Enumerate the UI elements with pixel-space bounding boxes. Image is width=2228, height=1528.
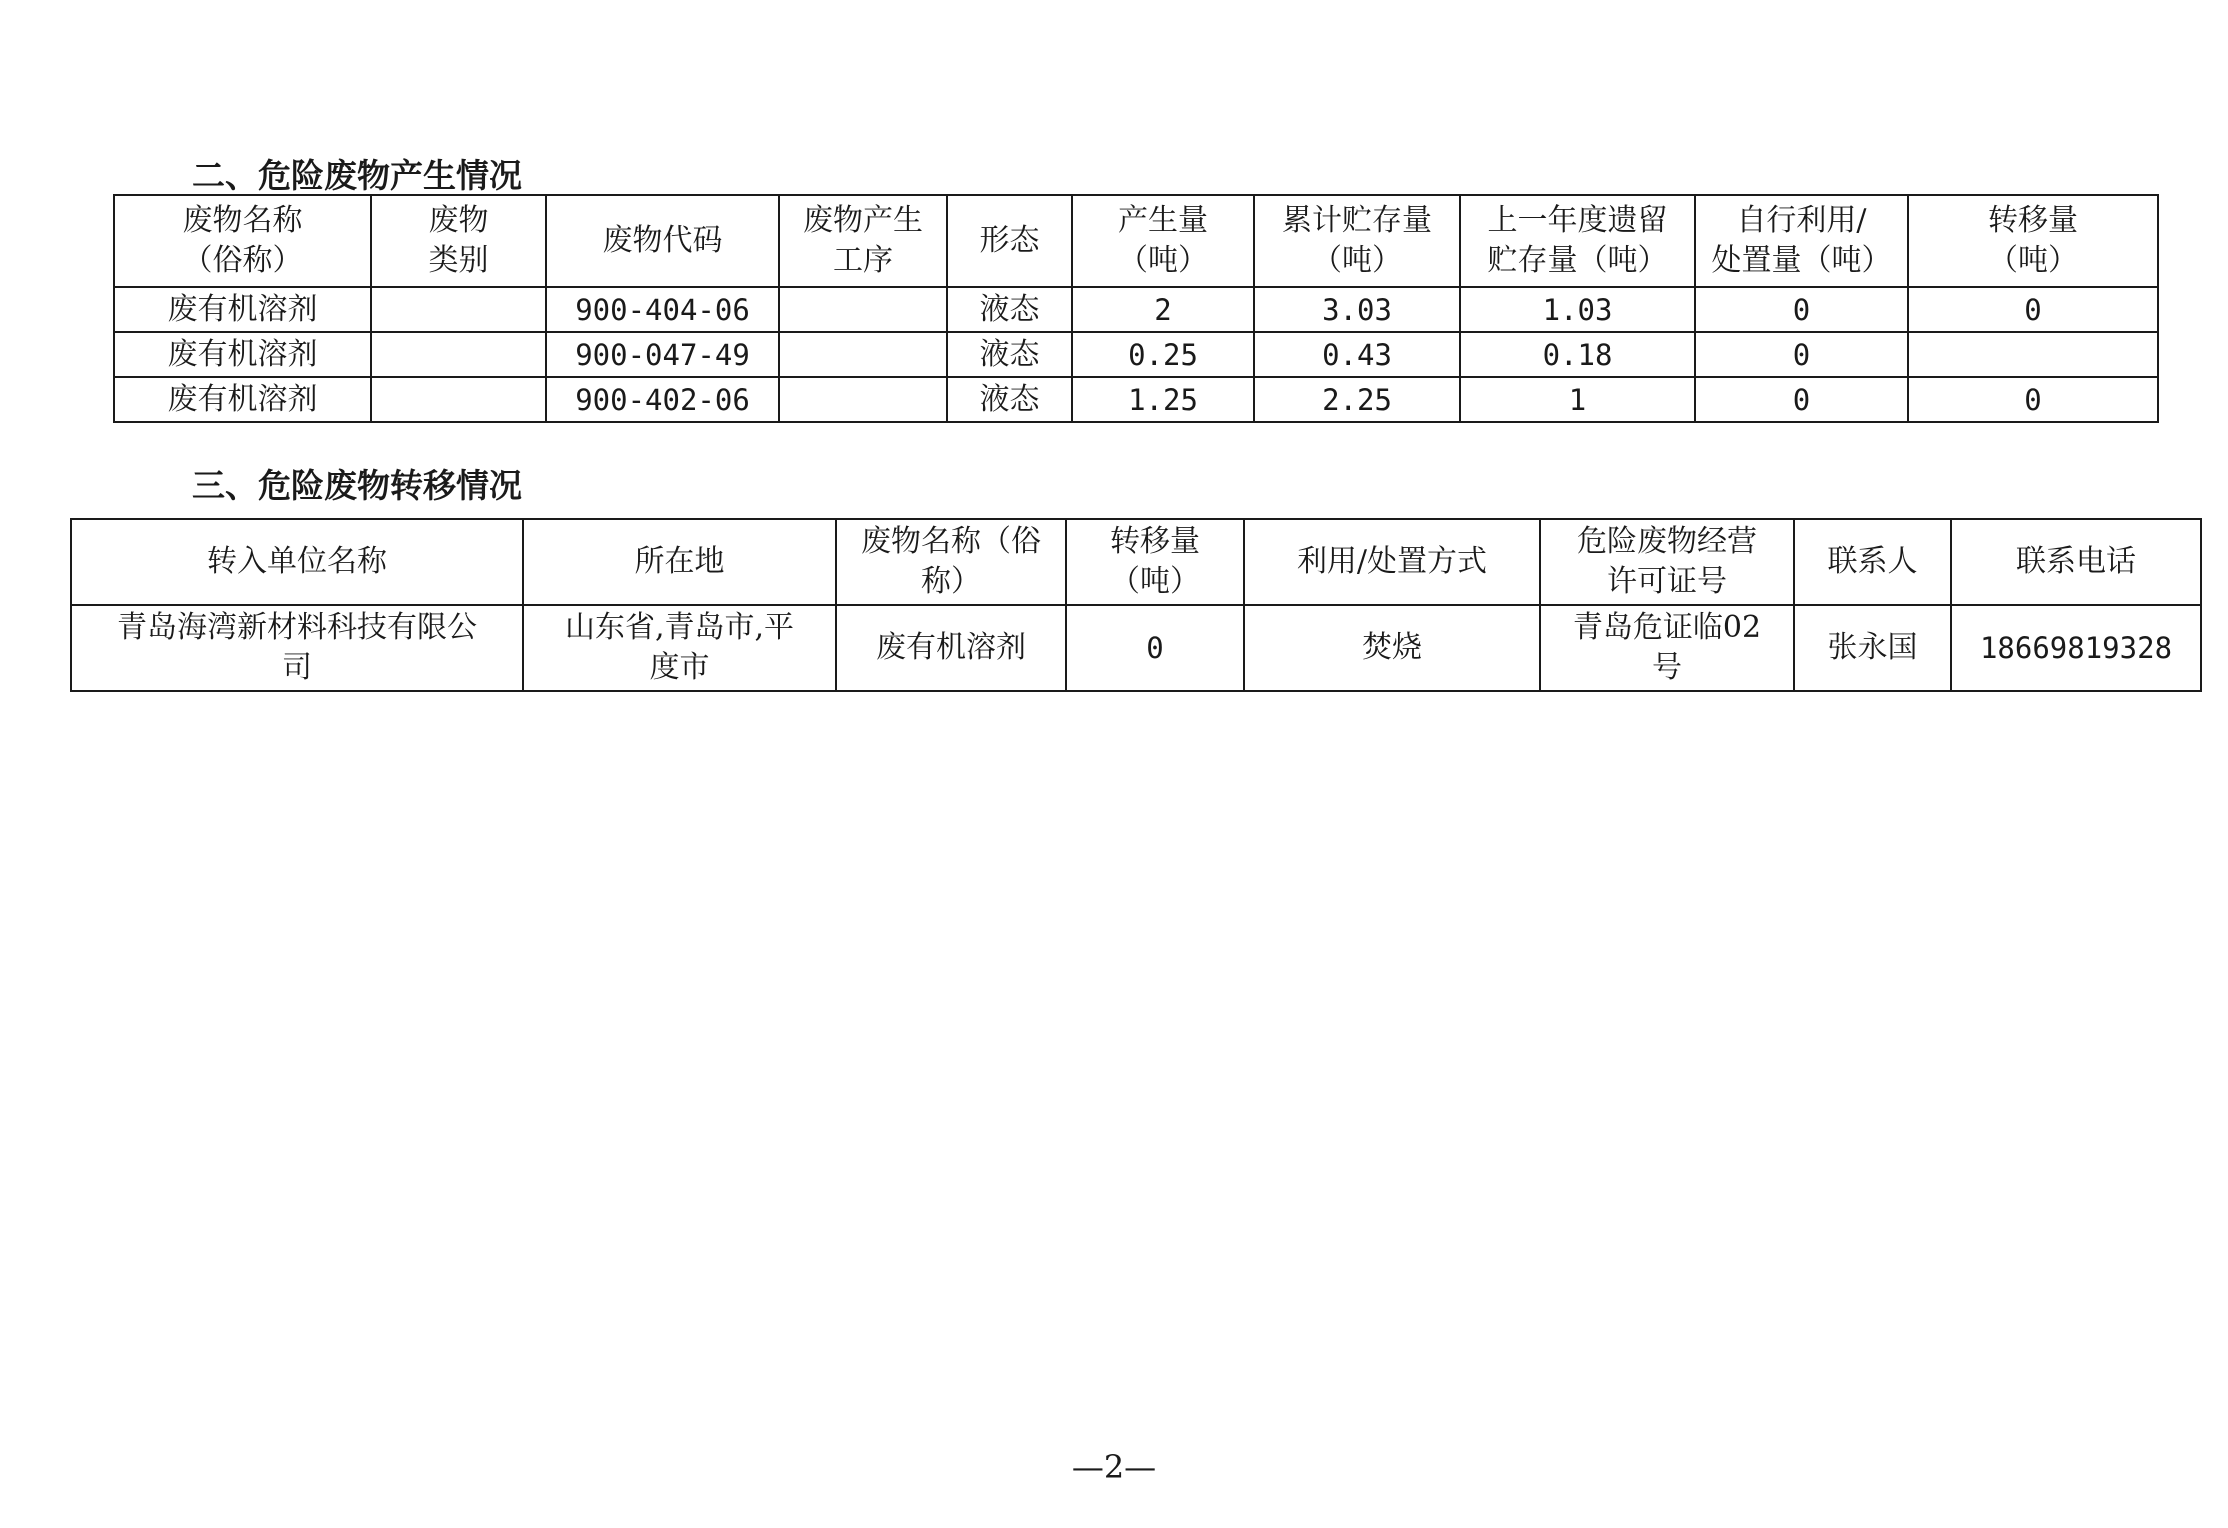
receiver-name-cell: 青岛海湾新材料科技有限公 司 xyxy=(71,605,523,691)
self-disposal-cell: 0 xyxy=(1695,287,1908,332)
header-location: 所在地 xyxy=(523,519,836,605)
header-transfer-amount: 转移量 （吨） xyxy=(1908,195,2158,287)
waste-name-cell: 废有机溶剂 xyxy=(836,605,1066,691)
page-number: —2— xyxy=(1071,1448,1157,1486)
transfer-table xyxy=(70,518,2202,692)
header-process: 废物产生 工序 xyxy=(779,195,947,287)
header-license-number: 危险废物经营 许可证号 xyxy=(1540,519,1794,605)
location-cell: 山东省,青岛市,平 度市 xyxy=(523,605,836,691)
transfer-amount-cell: 0 xyxy=(1908,377,2158,422)
waste-name-cell: 废有机溶剂 xyxy=(114,332,371,377)
header-self-disposal: 自行利用/ 处置量（吨） xyxy=(1695,195,1908,287)
process-cell xyxy=(779,287,947,332)
previous-storage-cell: 0.18 xyxy=(1460,332,1695,377)
self-disposal-cell: 0 xyxy=(1695,332,1908,377)
header-transfer-amount: 转移量 （吨） xyxy=(1066,519,1244,605)
production-section-title: 二、危险废物产生情况 xyxy=(192,156,522,195)
table-row xyxy=(114,377,2158,422)
waste-name-cell: 废有机溶剂 xyxy=(114,287,371,332)
waste-name-cell: 废有机溶剂 xyxy=(114,377,371,422)
waste-code-cell: 900-402-06 xyxy=(546,377,779,422)
disposal-method-cell: 焚烧 xyxy=(1244,605,1540,691)
self-disposal-cell: 0 xyxy=(1695,377,1908,422)
transfer-amount-cell: 0 xyxy=(1066,605,1244,691)
generated-cell: 1.25 xyxy=(1072,377,1254,422)
table-row xyxy=(114,332,2158,377)
cumulative-storage-cell: 2.25 xyxy=(1254,377,1460,422)
waste-code-cell: 900-404-06 xyxy=(546,287,779,332)
state-cell: 液态 xyxy=(947,377,1072,422)
waste-category-cell xyxy=(371,377,546,422)
header-waste-name: 废物名称（俗 称） xyxy=(836,519,1066,605)
header-waste-category: 废物 类别 xyxy=(371,195,546,287)
process-cell xyxy=(779,377,947,422)
header-contact-person: 联系人 xyxy=(1794,519,1951,605)
transfer-section-title: 三、危险废物转移情况 xyxy=(192,466,522,505)
cumulative-storage-cell: 3.03 xyxy=(1254,287,1460,332)
production-header-row xyxy=(114,195,2158,287)
cumulative-storage-cell: 0.43 xyxy=(1254,332,1460,377)
previous-storage-cell: 1 xyxy=(1460,377,1695,422)
contact-phone-cell: 18669819328 xyxy=(1951,605,2201,691)
header-generated: 产生量 （吨） xyxy=(1072,195,1254,287)
waste-code-cell: 900-047-49 xyxy=(546,332,779,377)
waste-category-cell xyxy=(371,287,546,332)
previous-storage-cell: 1.03 xyxy=(1460,287,1695,332)
table-row xyxy=(71,605,2201,691)
header-previous-storage: 上一年度遗留 贮存量（吨） xyxy=(1460,195,1695,287)
header-receiver-name: 转入单位名称 xyxy=(71,519,523,605)
generated-cell: 2 xyxy=(1072,287,1254,332)
transfer-header-row xyxy=(71,519,2201,605)
process-cell xyxy=(779,332,947,377)
transfer-amount-cell: 0 xyxy=(1908,287,2158,332)
table-row xyxy=(114,287,2158,332)
generated-cell: 0.25 xyxy=(1072,332,1254,377)
state-cell: 液态 xyxy=(947,287,1072,332)
production-table xyxy=(113,194,2159,423)
state-cell: 液态 xyxy=(947,332,1072,377)
header-waste-name: 废物名称 （俗称） xyxy=(114,195,371,287)
header-contact-phone: 联系电话 xyxy=(1951,519,2201,605)
license-number-cell: 青岛危证临02 号 xyxy=(1540,605,1794,691)
header-cumulative-storage: 累计贮存量 （吨） xyxy=(1254,195,1460,287)
header-waste-code: 废物代码 xyxy=(546,195,779,287)
contact-person-cell: 张永国 xyxy=(1794,605,1951,691)
header-state: 形态 xyxy=(947,195,1072,287)
waste-category-cell xyxy=(371,332,546,377)
transfer-amount-cell xyxy=(1908,332,2158,377)
header-disposal-method: 利用/处置方式 xyxy=(1244,519,1540,605)
